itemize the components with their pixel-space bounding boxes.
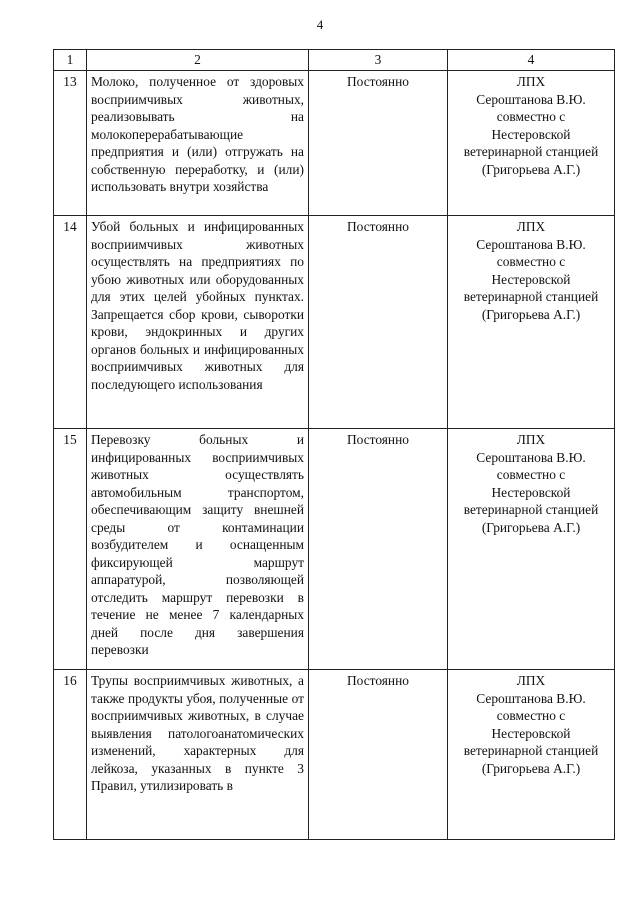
row-number: 14	[54, 216, 87, 429]
responsible-line: (Григорьева А.Г.)	[481, 519, 581, 535]
header-col-2: 2	[87, 50, 309, 71]
responsible-line: совместно с	[496, 254, 566, 269]
header-col-4: 4	[448, 50, 615, 71]
measure-text: Молоко, полученное от здоровых восприимчивых животных, реализовывать на молокоперерабатывающие предприятия и (или) отгружать на собственную переработку, и (или) использовать внутри хозяйства	[87, 71, 309, 216]
period-text: Постоянно	[309, 71, 448, 216]
responsible-line: совместно с	[496, 109, 566, 124]
header-col-3: 3	[309, 50, 448, 71]
row-number: 15	[54, 429, 87, 670]
responsible-line: ветеринарной станцией	[463, 289, 599, 304]
responsible-line: совместно с	[496, 467, 566, 482]
responsible-line: ЛПХ	[516, 74, 546, 89]
period-text: Постоянно	[309, 670, 448, 840]
responsible-line: ветеринарной станцией	[463, 502, 599, 517]
responsible-line: Нестеровской	[491, 725, 571, 741]
page-number: 4	[316, 17, 324, 32]
responsible-text	[448, 429, 615, 670]
responsible-line: Нестеровской	[491, 484, 571, 500]
responsible-line: Сероштанова В.Ю.	[476, 91, 586, 107]
responsible-line: ЛПХ	[516, 219, 546, 234]
header-col-1: 1	[54, 50, 87, 71]
responsible-line: Сероштанова В.Ю.	[476, 236, 586, 252]
responsible-line: совместно с	[496, 708, 566, 723]
period-text: Постоянно	[309, 429, 448, 670]
responsible-line: Нестеровской	[491, 271, 571, 287]
measure-text: Перевозку больных и инфицированных восприимчивых животных осуществлять автомобильным транспортом, обеспечивающим защиту внешней среды от контаминации возбудителем и оснащенным фиксирующей маршрут аппаратурой, позволяющей отследить маршрут перевозки в течение не менее 7 календарных дней после дня завершения перевозки	[87, 429, 309, 670]
responsible-line: ЛПХ	[516, 432, 546, 447]
responsible-text	[448, 71, 615, 216]
row-number: 13	[54, 71, 87, 216]
responsible-line: ЛПХ	[516, 673, 546, 688]
responsible-text	[448, 216, 615, 429]
table-row	[54, 216, 615, 429]
table-row	[54, 71, 615, 216]
responsible-line: ветеринарной станцией	[463, 743, 599, 758]
measure-text: Трупы восприимчивых животных, а также продукты убоя, полученные от восприимчивых животных, в случае выявления патологоанатомических изменений, характерных для лейкоза, указанных в пункте 3 Правил, утилизировать в	[87, 670, 309, 840]
table-header-row	[54, 50, 615, 71]
responsible-line: (Григорьева А.Г.)	[481, 760, 581, 776]
responsible-line: Сероштанова В.Ю.	[476, 690, 586, 706]
responsible-line: ветеринарной станцией	[463, 144, 599, 159]
responsible-line: Нестеровской	[491, 126, 571, 142]
responsible-text	[448, 670, 615, 840]
period-text: Постоянно	[309, 216, 448, 429]
measures-table	[53, 49, 615, 840]
responsible-line: Сероштанова В.Ю.	[476, 449, 586, 465]
measure-text: Убой больных и инфицированных восприимчивых животных осуществлять на предприятиях по убою животных или оборудованных для этих целей убойных пунктах. Запрещается сбор крови, сыворотки крови, эндокринных и других органов больных и инфицированных восприимчивых животных для последующего использования	[87, 216, 309, 429]
table-row	[54, 429, 615, 670]
table-row	[54, 670, 615, 840]
row-number: 16	[54, 670, 87, 840]
responsible-line: (Григорьева А.Г.)	[481, 161, 581, 177]
responsible-line: (Григорьева А.Г.)	[481, 306, 581, 322]
